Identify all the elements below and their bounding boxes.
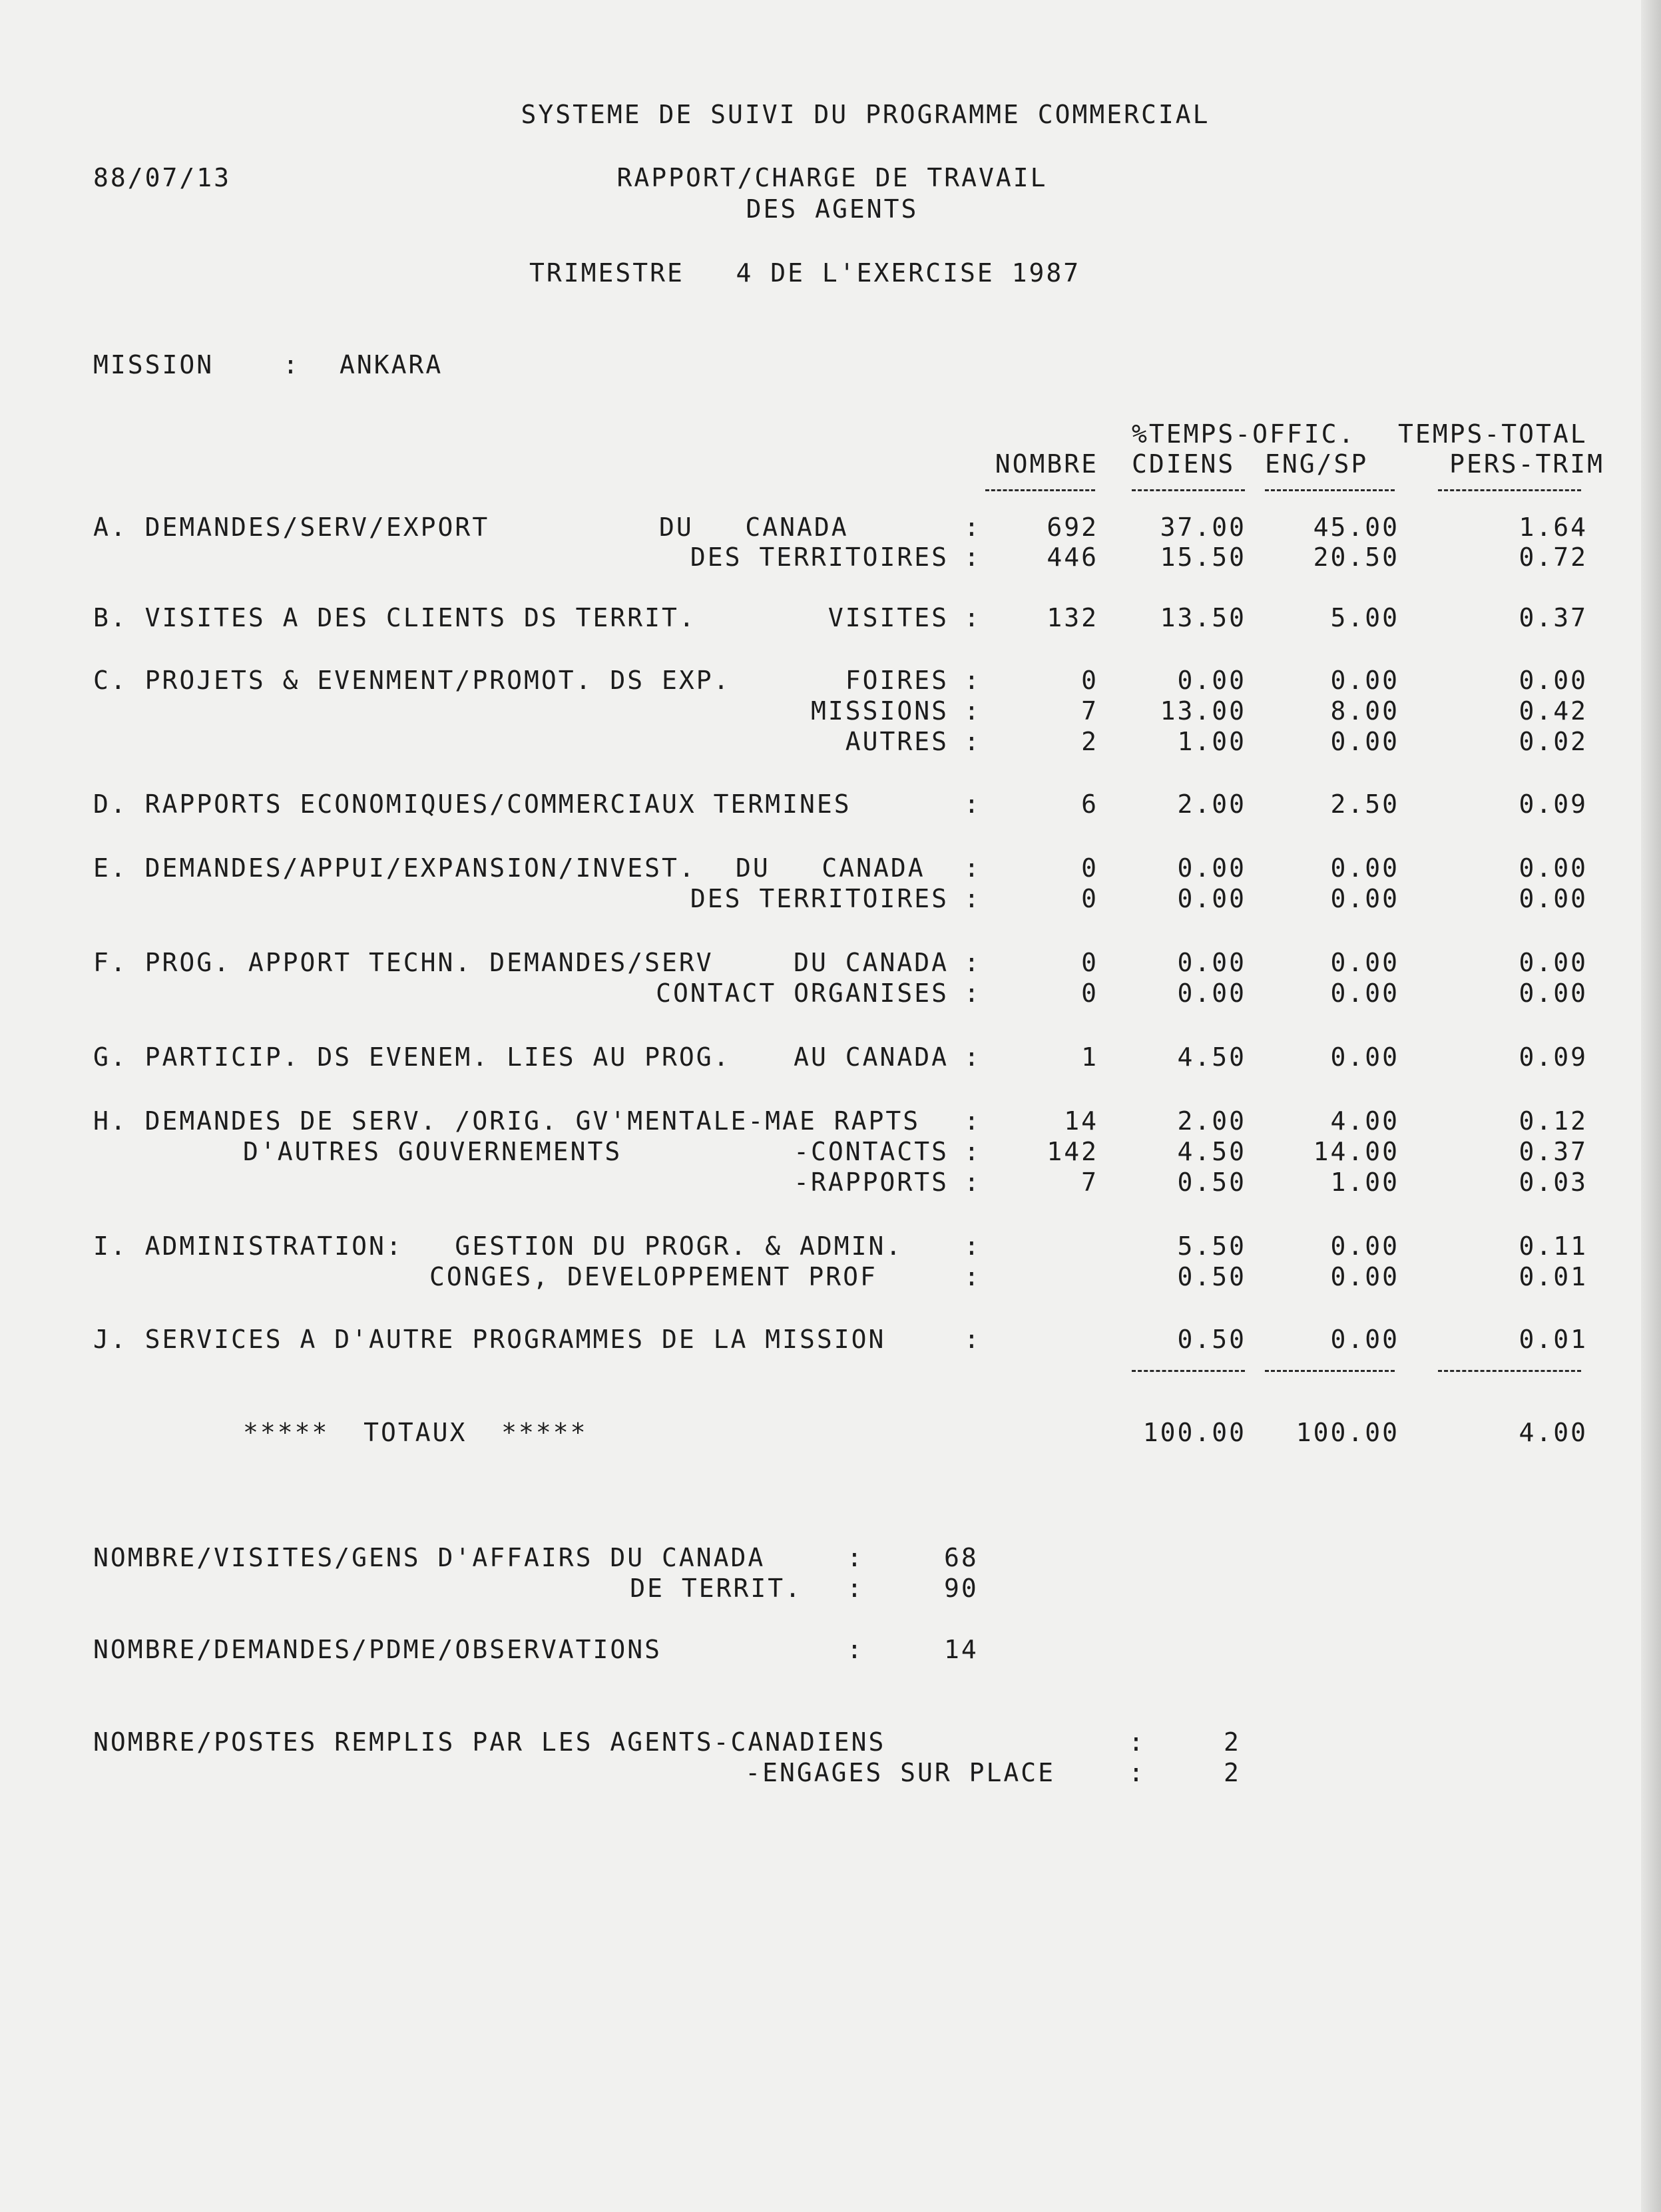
summary-postes-label: NOMBRE/POSTES REMPLIS PAR LES AGENTS-CANADIENS (93, 1727, 886, 1757)
row-a1-colon: : (964, 513, 981, 542)
summary-territ-value: 90 (944, 1574, 979, 1603)
row-i2-label: CONGES, DEVELOPPEMENT PROF (429, 1262, 877, 1291)
row-i1-cdiens: 5.50 (1177, 1231, 1246, 1261)
row-i1-pers: 0.11 (1519, 1231, 1588, 1261)
summary-pdme-label: NOMBRE/DEMANDES/PDME/OBSERVATIONS (93, 1635, 662, 1664)
row-e2-pers: 0.00 (1519, 884, 1588, 913)
row-j1-colon: : (964, 1325, 981, 1354)
row-h1-nombre: 14 (1064, 1106, 1098, 1136)
row-e2-colon: : (964, 884, 981, 913)
row-a2-nombre: 446 (1047, 543, 1098, 572)
row-c2-cdiens: 13.00 (1160, 696, 1246, 726)
row-b1-sub: VISITES (828, 603, 949, 632)
row-h2-label: D'AUTRES GOUVERNEMENTS (243, 1137, 622, 1166)
row-f2-colon: : (964, 979, 981, 1008)
row-h2-pers: 0.37 (1519, 1137, 1588, 1166)
row-a-label: A. DEMANDES/SERV/EXPORT (93, 513, 490, 542)
summary-territ-colon: : (847, 1574, 864, 1603)
row-c1-nombre: 0 (1081, 666, 1098, 695)
row-h3-engsp: 1.00 (1330, 1168, 1399, 1197)
row-c1-colon: : (964, 666, 981, 695)
header-rule-engsp (1265, 489, 1395, 491)
row-f1-pers: 0.00 (1519, 948, 1588, 977)
row-f2-pers: 0.00 (1519, 979, 1588, 1008)
row-c2-colon: : (964, 696, 981, 726)
mission-label: MISSION (93, 350, 214, 379)
totals-pers: 4.00 (1519, 1418, 1588, 1447)
row-c2-pers: 0.42 (1519, 696, 1588, 726)
summary-visites-colon: : (847, 1543, 864, 1572)
mission-value: ANKARA (340, 350, 443, 379)
row-h1-pers: 0.12 (1519, 1106, 1588, 1136)
summary-engages-value: 2 (1224, 1758, 1241, 1787)
row-c2-engsp: 8.00 (1330, 696, 1399, 726)
row-g1-cdiens: 4.50 (1177, 1042, 1246, 1072)
column-header-total: TEMPS-TOTAL (1398, 419, 1588, 449)
column-header-perstrim: PERS-TRIM (1449, 449, 1604, 479)
quarter-line: TRIMESTRE 4 DE L'EXERCISE 1987 (529, 258, 1081, 288)
total-rule-pers (1438, 1370, 1581, 1372)
row-e1-cdiens: 0.00 (1177, 853, 1246, 883)
total-rule-engsp (1265, 1370, 1395, 1372)
summary-visites-label: NOMBRE/VISITES/GENS D'AFFAIRS DU CANADA (93, 1543, 766, 1572)
row-h2-colon: : (964, 1137, 981, 1166)
row-d1-engsp: 2.50 (1330, 789, 1399, 819)
row-j1-pers: 0.01 (1519, 1325, 1588, 1354)
header-rule-nombre (985, 489, 1095, 491)
summary-engages-label: -ENGAGES SUR PLACE (745, 1758, 1055, 1787)
row-i2-colon: : (964, 1262, 981, 1291)
totals-label: ***** TOTAUX ***** (243, 1418, 588, 1447)
row-c1-engsp: 0.00 (1330, 666, 1399, 695)
row-f1-sub: DU CANADA (794, 948, 949, 977)
total-rule-cdiens (1132, 1370, 1245, 1372)
row-f1-nombre: 0 (1081, 948, 1098, 977)
row-f2-nombre: 0 (1081, 979, 1098, 1008)
row-g1-sub: AU CANADA (794, 1042, 949, 1072)
row-c3-sub: AUTRES (845, 727, 949, 756)
row-b1-engsp: 5.00 (1330, 603, 1399, 632)
summary-postes-colon: : (1128, 1727, 1146, 1757)
row-h3-pers: 0.03 (1519, 1168, 1588, 1197)
row-h3-cdiens: 0.50 (1177, 1168, 1246, 1197)
row-h3-sub: -RAPPORTS (794, 1168, 949, 1197)
system-title: SYSTEME DE SUIVI DU PROGRAMME COMMERCIAL (521, 100, 1210, 129)
row-c2-sub: MISSIONS (810, 696, 949, 726)
report-date: 88/07/13 (93, 163, 232, 192)
row-e1-sub: DU CANADA (736, 853, 925, 883)
row-h3-colon: : (964, 1168, 981, 1197)
row-f2-sub: CONTACT ORGANISES (656, 979, 949, 1008)
row-h-label: H. DEMANDES DE SERV. /ORIG. GV'MENTALE-MAE RAPTS (93, 1106, 921, 1136)
row-a1-engsp: 45.00 (1313, 513, 1399, 542)
row-b1-pers: 0.37 (1519, 603, 1588, 632)
row-i-label: I. ADMINISTRATION: GESTION DU PROGR. & ADMIN. (93, 1231, 903, 1261)
scan-edge-shadow (1641, 0, 1661, 2212)
row-c-label: C. PROJETS & EVENMENT/PROMOT. DS EXP. (93, 666, 731, 695)
row-h2-engsp: 14.00 (1313, 1137, 1399, 1166)
report-title-line2: DES AGENTS (746, 194, 919, 224)
row-h2-sub: -CONTACTS (794, 1137, 949, 1166)
column-header-cdiens: CDIENS (1132, 449, 1236, 479)
row-e1-engsp: 0.00 (1330, 853, 1399, 883)
row-c3-pers: 0.02 (1519, 727, 1588, 756)
row-f2-engsp: 0.00 (1330, 979, 1399, 1008)
row-i1-colon: : (964, 1231, 981, 1261)
row-d1-pers: 0.09 (1519, 789, 1588, 819)
row-e1-nombre: 0 (1081, 853, 1098, 883)
row-a1-sub: DU CANADA (659, 513, 849, 542)
row-c3-nombre: 2 (1081, 727, 1098, 756)
row-f2-cdiens: 0.00 (1177, 979, 1246, 1008)
row-h1-engsp: 4.00 (1330, 1106, 1399, 1136)
row-e1-pers: 0.00 (1519, 853, 1588, 883)
row-d1-nombre: 6 (1081, 789, 1098, 819)
row-e-label: E. DEMANDES/APPUI/EXPANSION/INVEST. (93, 853, 696, 883)
row-c1-cdiens: 0.00 (1177, 666, 1246, 695)
mission-separator: : (283, 350, 300, 379)
row-e2-engsp: 0.00 (1330, 884, 1399, 913)
row-c1-sub: FOIRES (845, 666, 949, 695)
row-c1-pers: 0.00 (1519, 666, 1588, 695)
row-a2-engsp: 20.50 (1313, 543, 1399, 572)
row-f1-engsp: 0.00 (1330, 948, 1399, 977)
row-i2-pers: 0.01 (1519, 1262, 1588, 1291)
row-a2-cdiens: 15.50 (1160, 543, 1246, 572)
column-header-nombre: NOMBRE (995, 449, 1098, 479)
row-f1-cdiens: 0.00 (1177, 948, 1246, 977)
row-a1-cdiens: 37.00 (1160, 513, 1246, 542)
row-b-label: B. VISITES A DES CLIENTS DS TERRIT. (93, 603, 696, 632)
header-rule-cdiens (1132, 489, 1245, 491)
row-e1-colon: : (964, 853, 981, 883)
column-header-pct: %TEMPS-OFFIC. (1132, 419, 1356, 449)
row-i2-engsp: 0.00 (1330, 1262, 1399, 1291)
row-g-label: G. PARTICIP. DS EVENEM. LIES AU PROG. (93, 1042, 731, 1072)
row-f1-colon: : (964, 948, 981, 977)
row-a2-pers: 0.72 (1519, 543, 1588, 572)
summary-postes-value: 2 (1224, 1727, 1241, 1757)
column-header-engsp: ENG/SP (1265, 449, 1369, 479)
row-d-label: D. RAPPORTS ECONOMIQUES/COMMERCIAUX TERMINES (93, 789, 851, 819)
row-e2-sub: DES TERRITOIRES (690, 884, 949, 913)
totals-cdiens: 100.00 (1142, 1418, 1246, 1447)
row-h2-nombre: 142 (1047, 1137, 1098, 1166)
row-b1-cdiens: 13.50 (1160, 603, 1246, 632)
row-b1-nombre: 132 (1047, 603, 1098, 632)
row-c2-nombre: 7 (1081, 696, 1098, 726)
row-g1-nombre: 1 (1081, 1042, 1098, 1072)
row-h1-cdiens: 2.00 (1177, 1106, 1246, 1136)
report-title-line1: RAPPORT/CHARGE DE TRAVAIL (616, 163, 1048, 192)
row-a2-colon: : (964, 543, 981, 572)
row-d1-colon: : (964, 789, 981, 819)
summary-territ-label: DE TERRIT. (630, 1574, 802, 1603)
row-b1-colon: : (964, 603, 981, 632)
summary-pdme-value: 14 (944, 1635, 979, 1664)
row-c3-engsp: 0.00 (1330, 727, 1399, 756)
row-g1-pers: 0.09 (1519, 1042, 1588, 1072)
row-d1-cdiens: 2.00 (1177, 789, 1246, 819)
row-i1-engsp: 0.00 (1330, 1231, 1399, 1261)
totals-engsp: 100.00 (1296, 1418, 1399, 1447)
row-h3-nombre: 7 (1081, 1168, 1098, 1197)
row-f-label: F. PROG. APPORT TECHN. DEMANDES/SERV (93, 948, 714, 977)
row-c3-colon: : (964, 727, 981, 756)
row-j1-cdiens: 0.50 (1177, 1325, 1246, 1354)
row-h2-cdiens: 4.50 (1177, 1137, 1246, 1166)
summary-visites-value: 68 (944, 1543, 979, 1572)
row-e2-nombre: 0 (1081, 884, 1098, 913)
row-j-label: J. SERVICES A D'AUTRE PROGRAMMES DE LA MISSION (93, 1325, 886, 1354)
row-g1-engsp: 0.00 (1330, 1042, 1399, 1072)
row-c3-cdiens: 1.00 (1177, 727, 1246, 756)
summary-engages-colon: : (1128, 1758, 1146, 1787)
row-a1-pers: 1.64 (1519, 513, 1588, 542)
row-a1-nombre: 692 (1047, 513, 1098, 542)
row-j1-engsp: 0.00 (1330, 1325, 1399, 1354)
header-rule-pers (1438, 489, 1581, 491)
row-h1-colon: : (964, 1106, 981, 1136)
row-g1-colon: : (964, 1042, 981, 1072)
summary-pdme-colon: : (847, 1635, 864, 1664)
row-e2-cdiens: 0.00 (1177, 884, 1246, 913)
row-i2-cdiens: 0.50 (1177, 1262, 1246, 1291)
row-a2-sub: DES TERRITOIRES (690, 543, 949, 572)
